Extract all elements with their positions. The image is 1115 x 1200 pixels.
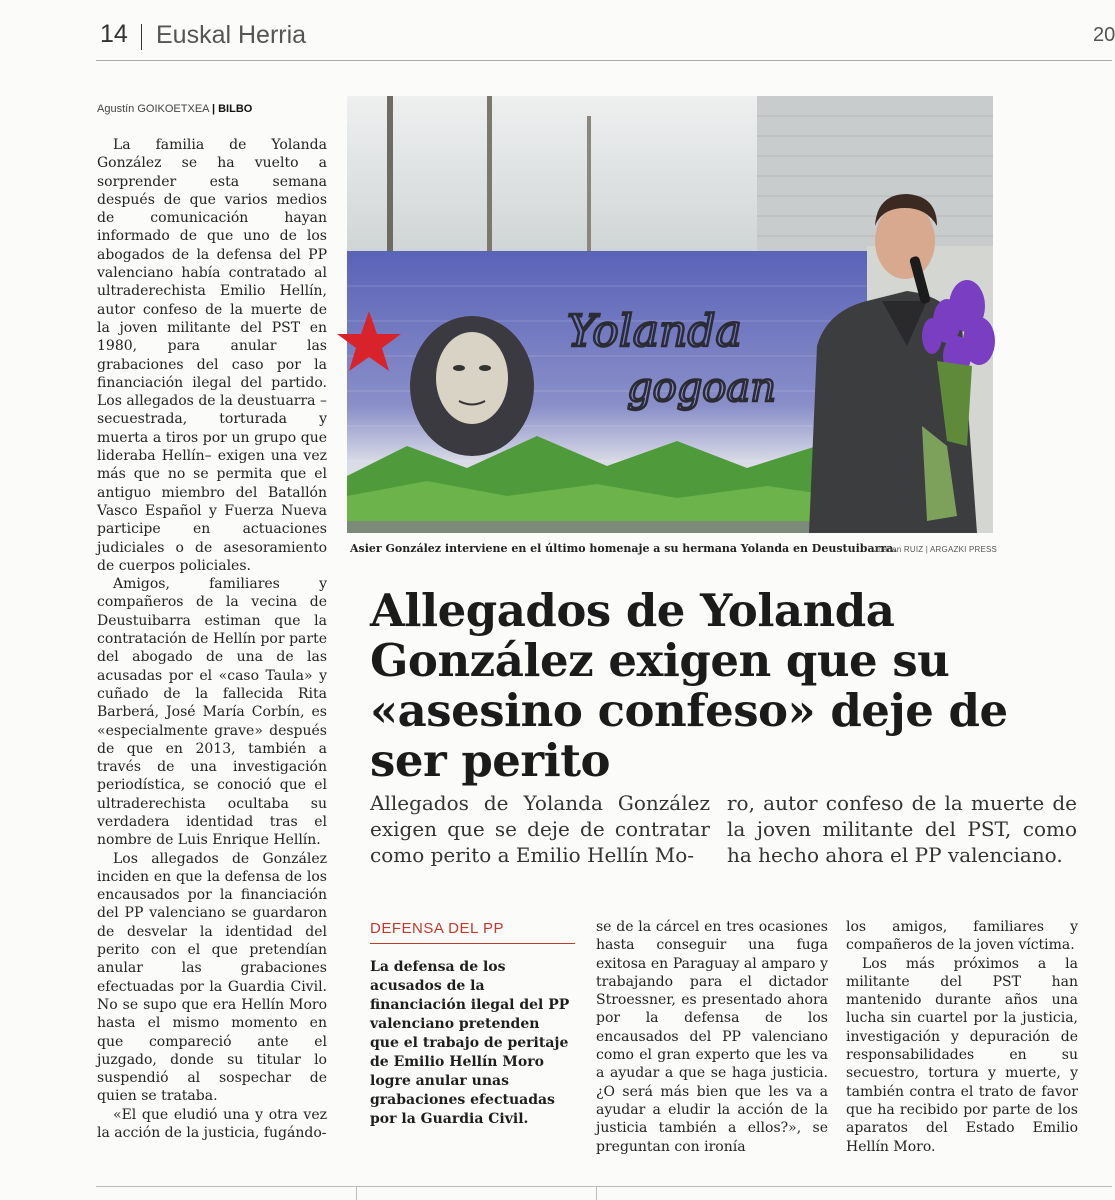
header-date-fragment: 20	[1093, 24, 1115, 46]
article-photo	[347, 96, 993, 533]
kicker-rule	[370, 943, 575, 944]
page-number: 14	[100, 20, 128, 48]
body-paragraph: los amigos, familiares y compañeros de la joven víctima.	[846, 919, 1078, 954]
byline-location: BILBO	[218, 103, 253, 115]
header-rule	[96, 60, 1112, 61]
footer-rule	[96, 1186, 1112, 1187]
body-column-1	[97, 136, 327, 1142]
footer-column-tick	[596, 1186, 597, 1200]
section-title: Euskal Herria	[156, 21, 307, 49]
lead-part-2: ro, autor confeso de la muerte de la joven militante del PST, como ha hecho ahora el PP valenciano.	[727, 791, 1077, 867]
photo-credit: Juanan RUIZ | ARGAZKI PRESS	[874, 545, 998, 554]
summary-text: La defensa de los acusados de la financiación ilegal del PP valenciano pretenden que el trabajo de peritaje de Emilio Hellín Moro logre anular unas grabaciones efectuadas por la Guardia Civil.	[370, 959, 570, 1127]
headline: Allegados de Yolanda González exigen que su «asesino confeso» deje de ser perito	[370, 584, 1008, 787]
body-column-4	[846, 918, 1078, 1156]
mural-text-line-2: gogoan	[627, 365, 776, 411]
header-divider	[141, 24, 142, 50]
body-paragraph: Los más próximos a la militante del PST han mantenido durante años una lucha sin cuartel por la justicia, investigación y depuración de responsabilidades en su secuestro, tortura y muerte, y también contra el trato de favor que ha recibido por parte de los aparatos del Estado Emilio Hellín Moro.	[846, 955, 1078, 1155]
body-column-3	[596, 918, 828, 1156]
lead-part-1: Allegados de Yolanda González exigen que se deje de contratar como perito a Emilio Hellín Mo-	[370, 791, 710, 867]
kicker: DEFENSA DEL PP	[370, 920, 504, 937]
byline-author: Agustín GOIKOETXEA	[97, 103, 209, 115]
footer-column-tick	[356, 1186, 357, 1200]
body-paragraph: «El que eludió una y otra vez la acción de la justicia, fugándo-	[97, 1106, 327, 1142]
photo-caption: Asier González interviene en el último homenaje a su hermana Yolanda en Deustuibarra.	[350, 542, 898, 555]
byline: Agustín GOIKOETXEA | BILBO	[97, 103, 253, 115]
body-paragraph: se de la cárcel en tres ocasiones hasta conseguir una fuga exitosa en Paraguay al amparo y trabajando para el dictador Stroessner, es presentado ahora por la defensa de los encausados del PP valenciano como el gran experto que les va a ayudar a que se haga justicia. ¿O será más bien que les va a ayudar a eludir la acción de la justicia también a ellos?», se preguntan con ironía	[596, 919, 828, 1155]
body-paragraph: La familia de Yolanda González se ha vuelto a sorprender esta semana después de que varios medios de comunicación hayan informado de que uno de los abogados de la defensa del PP valenciano había contratado al ultraderechista Emilio Hellín, autor confeso de la muerte de la joven militante del PST en 1980, para anular las grabaciones del caso por la financiación ilegal del partido. Los allegados de la deustuarra –secuestrada, torturada y muerta a tiros por un grupo que lideraba Hellín– exigen una vez más que no se permita que el antiguo miembro del Batallón Vasco Español y Fuerza Nueva participe en actuaciones judiciales o de asesoramiento de cuerpos policiales.	[97, 137, 327, 574]
mural-text-line-1: Yolanda	[567, 306, 742, 357]
body-paragraph: Los allegados de González inciden en que la defensa de los encausados por la financiación del PP valenciano se guardaron de desvelar la identidad del perito con el que pretendían anular las grabaciones efectuadas por la Guardia Civil. No se supo que era Hellín Moro hasta el mismo momento en que compareció ante el juzgado, donde su titular lo suspendió al sospechar de quien se trataba.	[97, 850, 327, 1105]
body-paragraph: Amigos, familiares y compañeros de la vecina de Deustuibarra estiman que la contratación de Hellín por parte del abogado de una de las acusadas por el «caso Taula» y cuñado de la fallecida Rita Barberá, José María Corbín, es «especialmente grave» después de que en 2013, también a través de una investigación periodística, se conoció que el ultraderechista ocultaba su verdadera identidad tras el nombre de Luis Enrique Hellín.	[97, 576, 327, 849]
